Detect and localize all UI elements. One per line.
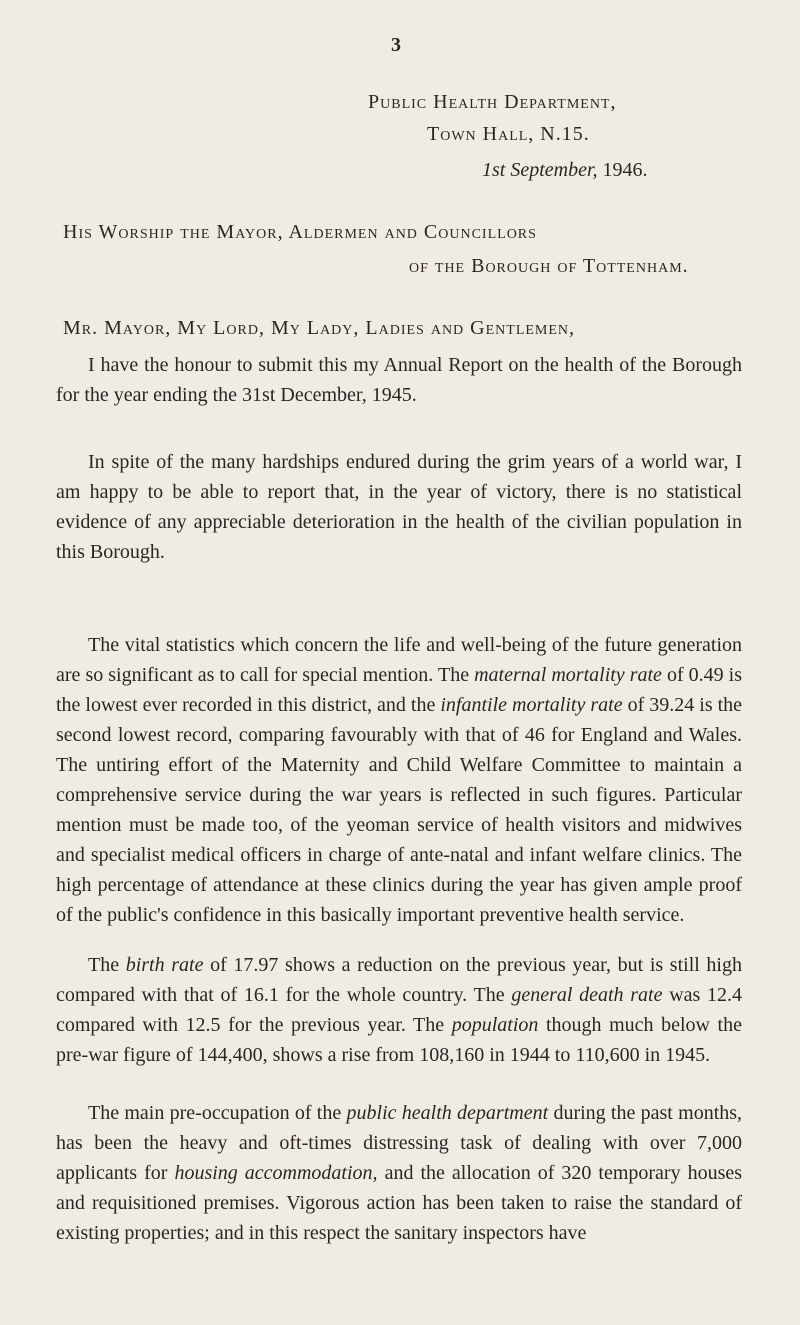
term-maternal-mortality-rate: maternal mortality rate xyxy=(474,664,662,686)
p4-text-c: of 17.97 shows a reduction on the previous year, but is still high compared with that of 16.1 for the whole country. The xyxy=(56,954,742,1006)
p3-text-a: The vital statistics which concern the life and well-being of the future generation are so significant as to call for special mention. The xyxy=(56,634,742,686)
term-population: population xyxy=(451,1014,539,1036)
p5-text-a: The main pre-occupation of the xyxy=(88,1102,342,1124)
term-public-health-department: public health department xyxy=(346,1102,549,1124)
p3-text-e: of 39.24 is the second lowest record, comparing favourably with that of 46 for England and Wales. The untiring effort of the Maternity and Child Welfare Committee to maintain a comprehensive service during the war years is reflected in such figures. Particular mention must be made too, of the yeoman service of health visitors and midwives and specialist medical officers in charge of ante-natal and infant welfare clinics. The high percentage of attendance at these clinics during the year has given ample proof of the public's confidence in this basically important preventive health service. xyxy=(56,694,743,926)
department-name: Public Health Department, xyxy=(368,91,617,113)
term-infantile-mortality-rate: infantile mortality rate xyxy=(440,694,623,716)
page-number: 3 xyxy=(391,34,401,56)
p5-text-c: during the past months, has been the heavy and oft-times distressing task of dealing with over 7,000 applicants for xyxy=(56,1102,743,1184)
recipient-line-1: His Worship the Mayor, Aldermen and Councillors xyxy=(63,221,537,243)
term-housing-accommodation: housing accommodation, xyxy=(174,1162,378,1184)
p4-text-e: was 12.4 compared with 12.5 for the previous year. The xyxy=(56,984,743,1036)
term-general-death-rate: general death rate xyxy=(511,984,663,1006)
paragraph-health-deterioration: In spite of the many hardships endured during the grim years of a world war, I am happy to be able to report that, in the year of victory, there is no statistical evidence of any appreciable deterioration in the health of the civilian population in this Borough. xyxy=(56,451,742,563)
p4-text-g: though much below the pre-war figure of 144,400, shows a rise from 108,160 in 1944 to 110,600 in 1945. xyxy=(56,1014,742,1066)
department-address: Town Hall, N.15. xyxy=(427,123,590,145)
p3-text-c: of 0.49 is the lowest ever recorded in this district, and the xyxy=(56,664,743,716)
letter-date xyxy=(482,159,648,182)
recipient-line-2: of the Borough of Tottenham. xyxy=(409,255,689,277)
paragraph-birth-death-rates xyxy=(56,950,742,1070)
date-year: 1946. xyxy=(602,159,648,181)
paragraph-annual-report: I have the honour to submit this my Annual Report on the health of the Borough for the year ending the 31st December, 1945. xyxy=(56,354,742,406)
paragraph-vital-statistics xyxy=(56,630,742,930)
term-birth-rate: birth rate xyxy=(125,954,204,976)
p5-text-e: and the allocation of 320 temporary houses and requisitioned premises. Vigorous action has been taken to raise the standard of existing properties; and in this respect the sanitary inspectors have xyxy=(56,1162,743,1244)
paragraph-housing xyxy=(56,1098,742,1248)
date-ordinal: 1st September, xyxy=(482,159,598,181)
p4-text-a: The xyxy=(88,954,120,976)
salutation: Mr. Mayor, My Lord, My Lady, Ladies and Gentlemen, xyxy=(63,317,576,339)
